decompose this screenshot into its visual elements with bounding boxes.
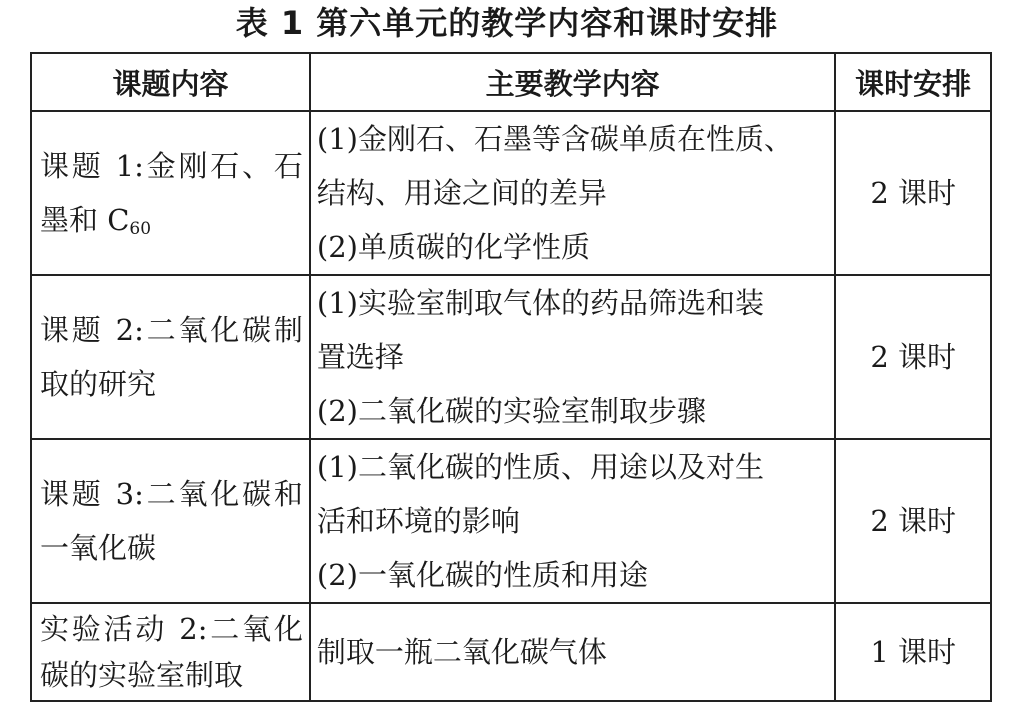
- table-header-row: [31, 53, 991, 111]
- table-row: [31, 111, 991, 275]
- header-main-content: 主要教学内容: [310, 53, 835, 111]
- table-row: [31, 603, 991, 701]
- topic-cell: 课题 2:二氧化碳制取的研究: [31, 275, 310, 439]
- table-row: [31, 439, 991, 603]
- table-title: 表 1 第六单元的教学内容和课时安排: [235, 4, 779, 42]
- topic-subscript: 60: [129, 219, 152, 239]
- content-cell: [310, 111, 835, 275]
- content-cell: [310, 439, 835, 603]
- header-topic: 课题内容: [31, 53, 310, 111]
- content-line: (1)金刚石、石墨等含碳单质在性质、: [316, 122, 793, 156]
- content-line: (2)二氧化碳的实验室制取步骤: [316, 394, 706, 428]
- lesson-schedule-table: [30, 52, 992, 702]
- content-cell: [310, 275, 835, 439]
- topic-cell: [31, 111, 310, 275]
- hours-cell: 2 课时: [835, 275, 991, 439]
- hours-cell: 2 课时: [835, 439, 991, 603]
- content-line: (1)二氧化碳的性质、用途以及对生: [316, 450, 764, 484]
- content-line: 置选择: [316, 340, 404, 374]
- content-line: 制取一瓶二氧化碳气体: [316, 635, 607, 669]
- content-line: (1)实验室制取气体的药品筛选和装: [316, 286, 764, 320]
- topic-cell: 实验活动 2:二氧化碳的实验室制取: [31, 603, 310, 701]
- content-cell: [310, 603, 835, 701]
- hours-cell: 1 课时: [835, 603, 991, 701]
- content-line: 活和环境的影响: [316, 504, 520, 538]
- content-line: (2)单质碳的化学性质: [316, 230, 590, 264]
- topic-text: 课题 1:金刚石、石墨和 C: [40, 149, 303, 237]
- header-hours: 课时安排: [835, 53, 991, 111]
- topic-cell: 课题 3:二氧化碳和一氧化碳: [31, 439, 310, 603]
- table-row: [31, 275, 991, 439]
- content-line: (2)一氧化碳的性质和用途: [316, 558, 648, 592]
- content-line: 结构、用途之间的差异: [316, 176, 607, 210]
- hours-cell: 2 课时: [835, 111, 991, 275]
